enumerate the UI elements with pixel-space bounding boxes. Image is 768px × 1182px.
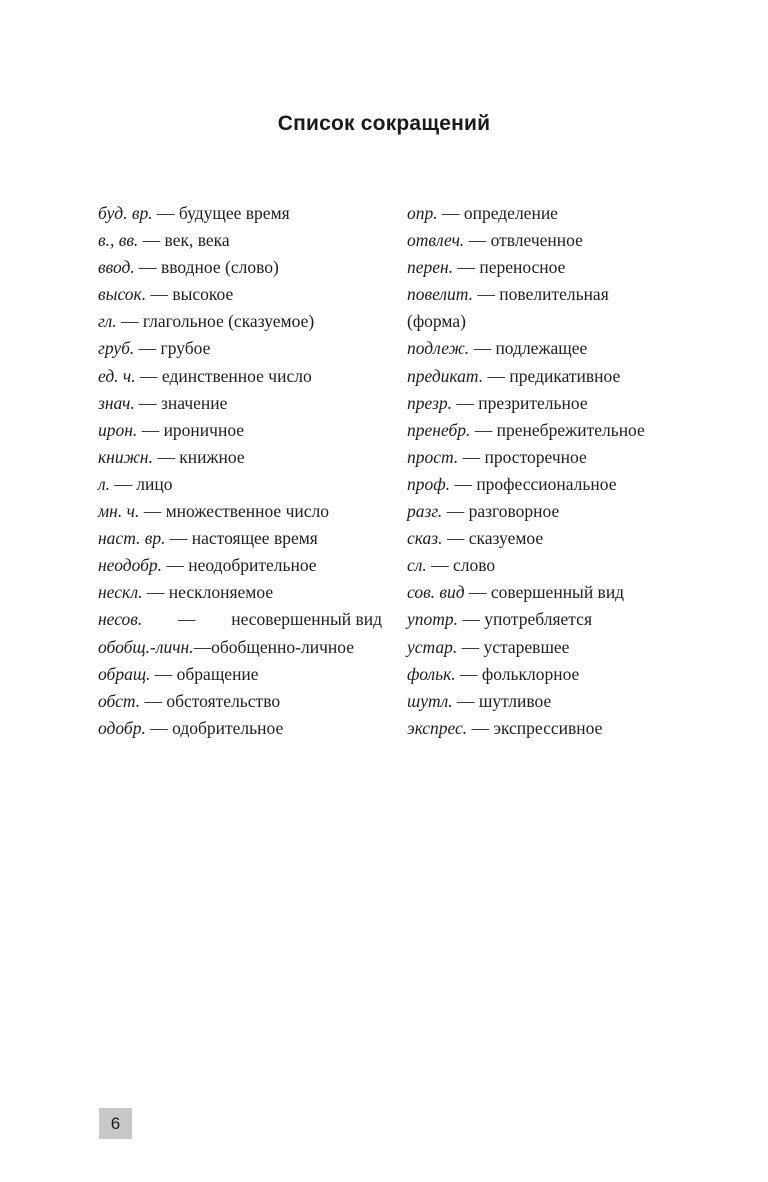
abbreviation-entry bbox=[407, 552, 697, 579]
abbreviation-dash: — bbox=[178, 609, 196, 630]
abbreviation-meaning: лицо bbox=[136, 473, 173, 494]
abbreviation-entry bbox=[98, 390, 382, 417]
abbreviation-term: обращ. bbox=[98, 663, 151, 684]
abbreviation-term: шутл. bbox=[407, 690, 453, 711]
abbreviation-meaning: употребляется bbox=[484, 609, 592, 630]
abbreviation-meaning: презрительное bbox=[478, 392, 588, 413]
abbreviation-meaning: сказуемое bbox=[468, 528, 544, 549]
abbreviation-dash: — bbox=[458, 609, 485, 630]
abbreviation-meaning: век, века bbox=[164, 230, 230, 251]
page-title: Список сокращений bbox=[277, 112, 491, 136]
abbreviation-entry bbox=[98, 715, 382, 742]
abbreviation-term: проф. bbox=[407, 473, 451, 494]
abbreviation-dash: — bbox=[134, 257, 161, 278]
abbreviation-dash: — bbox=[134, 338, 161, 359]
abbreviation-dash: — bbox=[452, 392, 479, 413]
abbreviation-entry bbox=[98, 634, 382, 661]
abbreviation-meaning: просторечное bbox=[484, 446, 587, 467]
abbreviation-term: опр. bbox=[407, 203, 438, 223]
abbreviation-entry bbox=[98, 552, 382, 579]
abbreviation-term: знач. bbox=[98, 392, 135, 413]
abbreviation-dash: — bbox=[453, 257, 480, 278]
abbreviation-term: высок. bbox=[98, 284, 147, 305]
abbreviation-meaning: фольклорное bbox=[481, 663, 580, 684]
abbreviation-term: неодобр. bbox=[98, 555, 163, 576]
abbreviation-term: фольк. bbox=[407, 663, 456, 684]
abbreviation-term: ед. ч. bbox=[98, 365, 136, 386]
abbreviation-meaning: разговорное bbox=[468, 501, 560, 522]
abbreviations-right-column bbox=[407, 200, 697, 742]
abbreviation-meaning: обобщенно-личное bbox=[211, 636, 354, 657]
abbreviation-entry bbox=[98, 606, 382, 633]
abbreviation-meaning: обстоятельство bbox=[166, 690, 281, 711]
abbreviation-term: экспрес. bbox=[407, 717, 468, 738]
abbreviation-dash: — bbox=[162, 555, 189, 576]
abbreviation-entry bbox=[407, 471, 697, 498]
abbreviation-meaning: значение bbox=[161, 392, 228, 413]
abbreviation-meaning: (форма) bbox=[407, 311, 466, 332]
abbreviation-meaning: несклоняемое bbox=[168, 582, 274, 603]
abbreviation-dash: — bbox=[458, 446, 485, 467]
abbreviation-term: буд. вр. bbox=[98, 203, 153, 223]
abbreviation-term: прост. bbox=[407, 446, 459, 467]
abbreviation-term: обобщ.-личн. bbox=[98, 636, 194, 657]
abbreviation-dash: — bbox=[140, 690, 167, 711]
abbreviation-meaning: шутливое bbox=[478, 690, 552, 711]
abbreviation-term: сов. вид bbox=[407, 582, 465, 603]
abbreviation-entry bbox=[98, 308, 382, 335]
abbreviation-meaning: единственное число bbox=[161, 365, 312, 386]
abbreviation-dash: — bbox=[165, 528, 192, 549]
abbreviation-meaning: будущее время bbox=[178, 203, 290, 223]
abbreviation-meaning: подлежащее bbox=[495, 338, 588, 359]
abbreviation-meaning: несовершенный вид bbox=[231, 609, 382, 630]
abbreviation-term: повелит. bbox=[407, 284, 474, 305]
page-number: 6 bbox=[99, 1108, 132, 1139]
abbreviation-meaning: пренебрежительное bbox=[496, 419, 645, 440]
abbreviation-entry bbox=[407, 606, 697, 633]
abbreviation-meaning: настоящее время bbox=[191, 528, 318, 549]
abbreviation-term: сл. bbox=[407, 555, 427, 576]
abbreviation-meaning: грубое bbox=[160, 338, 211, 359]
abbreviation-entry bbox=[407, 715, 697, 742]
abbreviation-entry bbox=[407, 200, 697, 227]
abbreviation-entry bbox=[98, 525, 382, 552]
abbreviation-entry bbox=[407, 444, 697, 471]
abbreviation-term: груб. bbox=[98, 338, 135, 359]
abbreviation-meaning: слово bbox=[453, 555, 496, 576]
abbreviation-entry bbox=[407, 281, 697, 308]
abbreviation-dash: — bbox=[426, 555, 454, 576]
abbreviation-entry bbox=[98, 498, 382, 525]
abbreviation-term: гл. bbox=[98, 311, 117, 332]
abbreviation-term: сказ. bbox=[407, 528, 443, 549]
abbreviation-entry bbox=[98, 281, 382, 308]
abbreviation-dash: — bbox=[464, 582, 491, 603]
abbreviation-meaning: обращение bbox=[176, 663, 259, 684]
abbreviation-entry bbox=[407, 498, 697, 525]
abbreviation-entry bbox=[98, 363, 382, 390]
abbreviations-left-column bbox=[98, 200, 382, 742]
abbreviation-term: употр. bbox=[407, 609, 459, 630]
abbreviation-dash: — bbox=[138, 230, 165, 251]
abbreviation-term: л. bbox=[98, 473, 111, 494]
abbreviation-term: презр. bbox=[407, 392, 452, 413]
abbreviation-meaning: экспрессивное bbox=[493, 717, 603, 738]
abbreviation-meaning: вводное (слово) bbox=[160, 257, 279, 278]
abbreviation-entry bbox=[407, 308, 697, 335]
abbreviation-entry bbox=[98, 200, 382, 227]
abbreviation-dash: — bbox=[450, 473, 477, 494]
abbreviation-entry bbox=[407, 227, 697, 254]
abbreviation-term: устар. bbox=[407, 636, 458, 657]
abbreviation-meaning: переносное bbox=[479, 257, 566, 278]
abbreviation-meaning: множественное число bbox=[165, 501, 329, 522]
abbreviation-entry bbox=[407, 335, 697, 362]
abbreviation-entry bbox=[407, 688, 697, 715]
abbreviation-dash: — bbox=[457, 636, 484, 657]
abbreviation-dash: — bbox=[137, 419, 164, 440]
abbreviation-term: разг. bbox=[407, 501, 443, 522]
abbreviation-term: несов. bbox=[98, 609, 143, 630]
abbreviation-dash: — bbox=[152, 446, 180, 467]
abbreviation-term: наст. вр. bbox=[98, 528, 166, 549]
abbreviation-dash: — bbox=[437, 203, 464, 223]
abbreviation-entry bbox=[407, 363, 697, 390]
abbreviation-entry bbox=[98, 254, 382, 281]
abbreviation-term: ввод. bbox=[98, 257, 135, 278]
abbreviation-entry bbox=[407, 254, 697, 281]
abbreviation-dash: — bbox=[142, 582, 169, 603]
abbreviation-meaning: определение bbox=[463, 203, 558, 223]
abbreviation-dash: — bbox=[483, 365, 510, 386]
abbreviation-entry bbox=[98, 444, 382, 471]
abbreviation-dash: — bbox=[150, 663, 177, 684]
abbreviation-entry bbox=[98, 661, 382, 688]
abbreviation-dash: — bbox=[152, 203, 179, 223]
abbreviation-term: нескл. bbox=[98, 582, 143, 603]
abbreviation-entry bbox=[98, 688, 382, 715]
abbreviation-dash: — bbox=[452, 690, 479, 711]
abbreviation-meaning: отвлеченное bbox=[490, 230, 583, 251]
abbreviation-entry bbox=[407, 525, 697, 552]
abbreviation-term: отвлеч. bbox=[407, 230, 465, 251]
abbreviation-term: ирон. bbox=[98, 419, 138, 440]
abbreviation-entry bbox=[407, 417, 697, 444]
abbreviation-meaning: неодобрительное bbox=[188, 555, 317, 576]
abbreviation-entry bbox=[98, 335, 382, 362]
abbreviation-dash: — bbox=[470, 419, 497, 440]
abbreviation-dash: — bbox=[469, 338, 496, 359]
abbreviation-meaning: одобрительное bbox=[172, 717, 284, 738]
abbreviation-term: одобр. bbox=[98, 717, 146, 738]
abbreviation-meaning: высокое bbox=[172, 284, 234, 305]
abbreviation-dash: — bbox=[146, 284, 173, 305]
abbreviation-dash: — bbox=[442, 528, 469, 549]
abbreviation-term: предикат. bbox=[407, 365, 484, 386]
abbreviation-dash: — bbox=[473, 284, 500, 305]
abbreviation-dash: — bbox=[134, 392, 162, 413]
abbreviation-meaning: совершенный вид bbox=[490, 582, 625, 603]
abbreviation-dash: — bbox=[464, 230, 491, 251]
abbreviation-meaning: предикативное bbox=[509, 365, 621, 386]
abbreviation-meaning: профессиональное bbox=[476, 473, 617, 494]
abbreviation-dash: — bbox=[139, 501, 166, 522]
abbreviation-dash: — bbox=[110, 473, 137, 494]
abbreviation-term: книжн. bbox=[98, 446, 153, 467]
abbreviation-entry bbox=[407, 634, 697, 661]
abbreviation-term: в., вв. bbox=[98, 230, 139, 251]
abbreviation-meaning: глагольное (сказуемое) bbox=[142, 311, 315, 332]
abbreviation-entry bbox=[98, 417, 382, 444]
abbreviation-entry bbox=[98, 471, 382, 498]
abbreviation-meaning: ироничное bbox=[163, 419, 245, 440]
abbreviation-dash: — bbox=[116, 311, 143, 332]
abbreviation-entry bbox=[407, 390, 697, 417]
abbreviation-entry bbox=[407, 579, 697, 606]
abbreviation-entry bbox=[98, 579, 382, 606]
abbreviation-dash: — bbox=[135, 365, 162, 386]
abbreviation-term: мн. ч. bbox=[98, 501, 140, 522]
abbreviation-dash: — bbox=[467, 717, 494, 738]
abbreviation-entry bbox=[407, 661, 697, 688]
abbreviation-meaning: устаревшее bbox=[483, 636, 570, 657]
abbreviation-dash: — bbox=[442, 501, 469, 522]
abbreviation-term: пренебр. bbox=[407, 419, 471, 440]
abbreviation-entry bbox=[98, 227, 382, 254]
abbreviation-term: обст. bbox=[98, 690, 141, 711]
abbreviation-meaning: книжное bbox=[179, 446, 245, 467]
abbreviation-dash: — bbox=[193, 636, 212, 657]
abbreviation-term: перен. bbox=[407, 257, 454, 278]
abbreviation-term: подлеж. bbox=[407, 338, 470, 359]
abbreviation-dash: — bbox=[145, 717, 173, 738]
abbreviation-meaning: повелительная bbox=[499, 284, 609, 305]
abbreviation-dash: — bbox=[455, 663, 482, 684]
